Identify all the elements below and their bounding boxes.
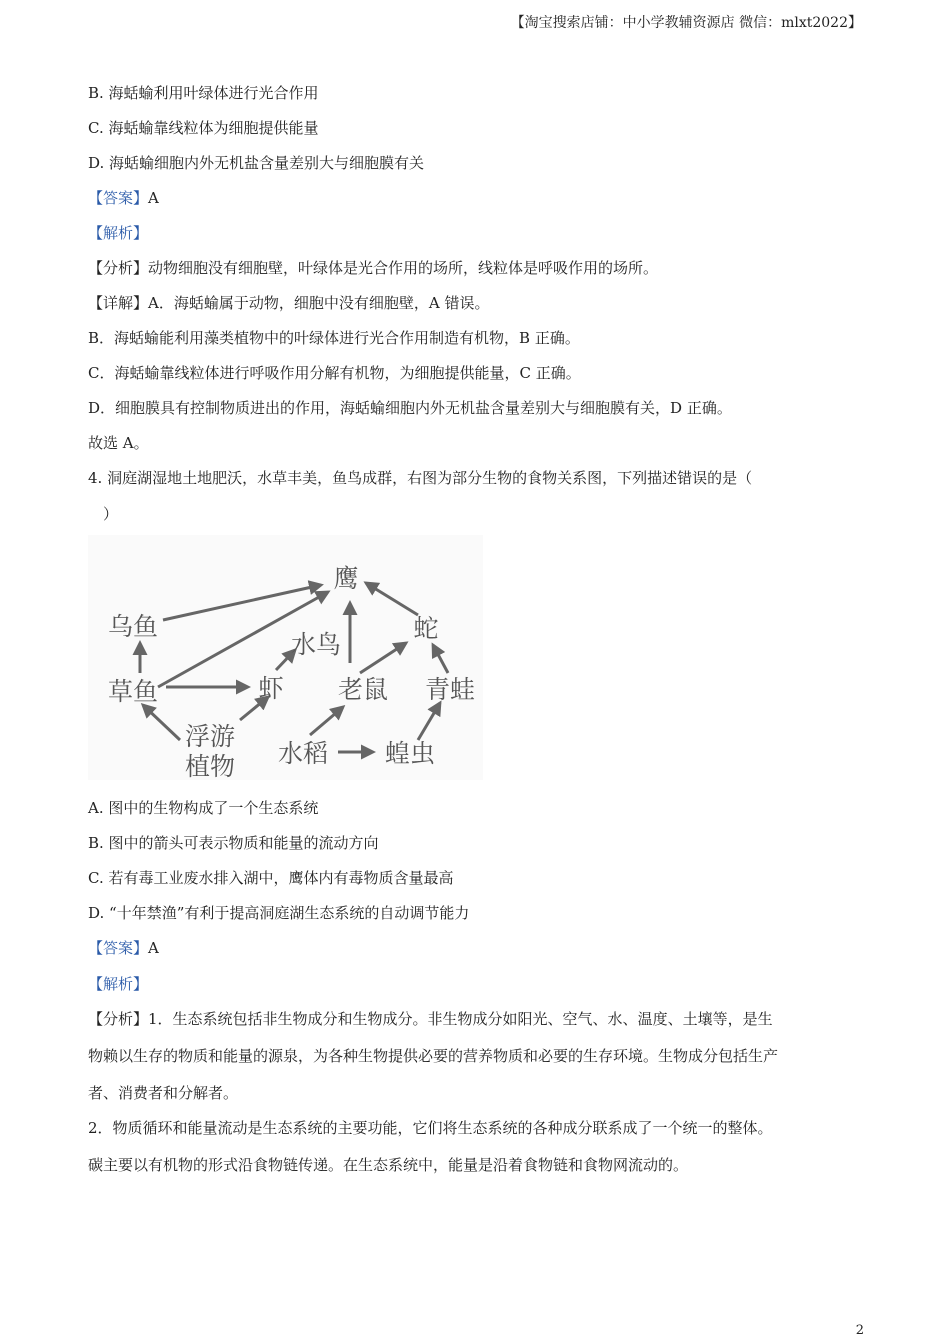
node-rice: 水稻	[277, 739, 329, 768]
q3-xiangjie-c: C．海蛞蝓靠线粒体进行呼吸作用分解有机物，为细胞提供能量，C 正确。	[88, 364, 581, 382]
node-locust: 蝗虫	[384, 739, 436, 768]
page-number: 2	[855, 1323, 864, 1338]
q3-option-d: D. 海蛞蝓细胞内外无机盐含量差别大与细胞膜有关	[88, 154, 425, 172]
fenxi-label: 【分析】	[88, 259, 149, 277]
answer-label: 【答案】	[88, 189, 149, 207]
q3-xiangjie-b: B．海蛞蝓能利用藻类植物中的叶绿体进行光合作用制造有机物，B 正确。	[88, 329, 580, 347]
q3-option-c: C. 海蛞蝓靠线粒体为细胞提供能量	[88, 119, 319, 137]
q4-option-a: A. 图中的生物构成了一个生态系统	[88, 799, 319, 817]
q4-option-d: D. “十年禁渔”有利于提高洞庭湖生态系统的自动调节能力	[88, 904, 470, 922]
xiangjie-label: 【详解】	[88, 294, 149, 312]
fenxi-text: 动物细胞没有细胞壁，叶绿体是光合作用的场所，线粒体是呼吸作用的场所。	[148, 259, 659, 277]
node-plankton-line1: 浮游	[184, 722, 236, 751]
xiangjie-a-text: A．海蛞蝓属于动物，细胞中没有细胞壁，A 错误。	[148, 294, 490, 312]
node-shrimp: 虾	[258, 674, 284, 703]
node-plankton-line2: 植物	[184, 752, 236, 780]
answer-value: A	[148, 939, 159, 957]
fenxi-label: 【分析】	[88, 1010, 149, 1028]
q3-option-b: B. 海蛞蝓利用叶绿体进行光合作用	[88, 84, 319, 102]
q4-stem-line1: 4. 洞庭湖湿地土地肥沃，水草丰美，鱼鸟成群，右图为部分生物的食物关系图，下列描述错误的是（	[88, 469, 753, 487]
fenxi-text-1: 1．生态系统包括非生物成分和生物成分。非生物成分如阳光、空气、水、温度、土壤等，是生	[148, 1010, 773, 1028]
q4-option-b: B. 图中的箭头可表示物质和能量的流动方向	[88, 834, 379, 852]
q3-conclusion: 故选 A。	[88, 434, 149, 452]
q4-option-c: C. 若有毒工业废水排入湖中，鹰体内有毒物质含量最高	[88, 869, 454, 887]
q4-answer	[88, 937, 159, 958]
q4-point2-line2: 碳主要以有机物的形式沿食物链传递。在生态系统中，能量是沿着食物链和食物网流动的。	[88, 1156, 689, 1174]
q3-xiangjie-a	[88, 292, 489, 313]
node-blackfish: 乌鱼	[107, 612, 159, 641]
q3-answer	[88, 187, 159, 208]
food-web-diagram	[88, 535, 483, 780]
node-mouse: 老鼠	[337, 675, 389, 704]
q4-fenxi-line1	[88, 1008, 773, 1029]
source-header: 【淘宝搜索店铺：中小学教辅资源店 微信：mlxt2022】	[510, 15, 862, 31]
answer-label: 【答案】	[88, 939, 149, 957]
q4-analysis-label: 【解析】	[88, 975, 149, 993]
q3-fenxi	[88, 257, 658, 278]
node-grasscarp: 草鱼	[107, 677, 159, 706]
node-eagle: 鹰	[333, 564, 359, 593]
q3-analysis-label: 【解析】	[88, 224, 149, 242]
q4-fenxi-line3: 者、消费者和分解者。	[88, 1084, 239, 1102]
q4-point2-line1: 2．物质循环和能量流动是生态系统的主要功能，它们将生态系统的各种成分联系成了一个统一的整体。	[88, 1119, 773, 1137]
answer-value: A	[148, 189, 159, 207]
q3-xiangjie-d: D．细胞膜具有控制物质进出的作用，海蛞蝓细胞内外无机盐含量差别大与细胞膜有关，D 正确。	[88, 399, 732, 417]
node-snake: 蛇	[413, 614, 439, 643]
node-frog: 青蛙	[424, 675, 476, 704]
node-waterbird: 水鸟	[290, 630, 342, 659]
q4-stem-line2: ）	[103, 505, 119, 523]
q4-fenxi-line2: 物赖以生存的物质和能量的源泉，为各种生物提供必要的营养物质和必要的生存环境。生物成分包括生产	[88, 1047, 779, 1065]
